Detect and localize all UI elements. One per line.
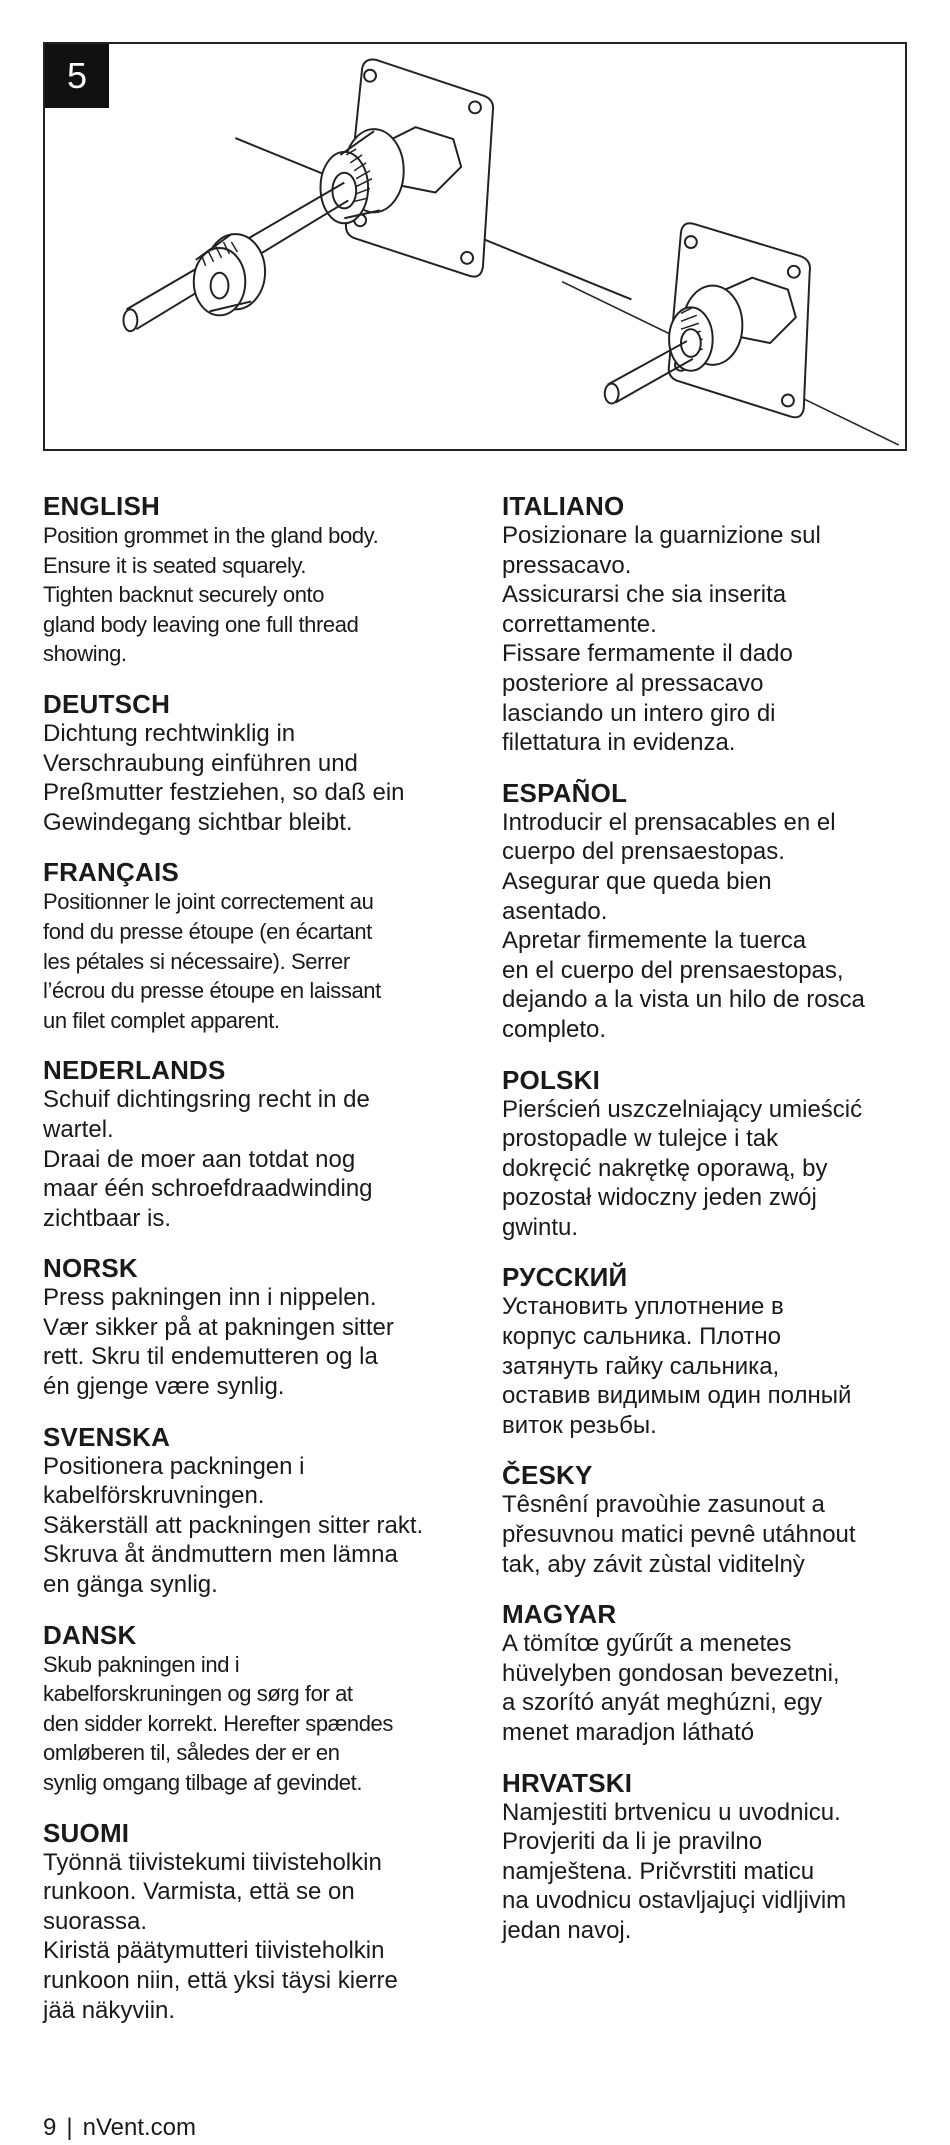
instruction-text: Установить уплотнение в корпус сальника. Плотно затянуть гайку сальника, оставив видимым один полный виток резьбы. [502, 1293, 852, 1439]
language-heading: POLSKI [502, 1064, 600, 1095]
instruction-section-cesky [502, 1460, 912, 1579]
instruction-text: A tömítœ gyűrűt a menetes hüvelyben gondosan bevezetni, a szorító anyát meghúzni, egy menet maradjon látható [502, 1630, 840, 1746]
page-number: 9 [43, 2114, 57, 2141]
instruction-section-svenska [43, 1422, 463, 1600]
language-heading: NORSK [43, 1253, 138, 1284]
instruction-section-russian [502, 1262, 912, 1440]
instruction-section-francais [43, 857, 463, 1035]
cable-gland-illustration [45, 44, 905, 449]
footer-separator: | [66, 2114, 73, 2141]
language-heading: MAGYAR [502, 1599, 617, 1630]
language-heading: DANSK [43, 1619, 137, 1650]
left-instructions-column [43, 491, 463, 2045]
language-heading: ITALIANO [502, 491, 625, 521]
instruction-text: Työnnä tiivistekumi tiivisteholkin runkoon. Varmista, että se on suorassa. Kiristä päätymutteri tiivisteholkin runkoon niin, että yksi täysi kierre jää näkyviin. [43, 1848, 398, 2024]
language-heading: SVENSKA [43, 1421, 171, 1452]
instruction-text: Skub pakningen ind i kabelforskruningen og sørg for at den sidder korrekt. Herefter spændes omløberen til, således der er en synlig omgang tilbage af gevindet. [43, 1651, 393, 1795]
language-heading: SUOMI [43, 1817, 130, 1848]
instruction-text: Introducir el prensacables en el cuerpo del prensaestopas. Asegurar que queda bien asentado. Apretar firmemente la tuerca en el cuerpo del prensaestopas, dejando a la vista un hilo de rosca completo. [502, 808, 865, 1043]
instruction-section-magyar [502, 1599, 912, 1747]
language-heading: FRANÇAIS [43, 857, 179, 888]
language-heading: HRVATSKI [502, 1767, 633, 1798]
instruction-text: Namjestiti brtvenicu u uvodnicu. Provjeriti da li je pravilno namještena. Pričvrstiti maticu na uvodnicu ostavljajuçi vidljivim jedan navoj. [502, 1798, 847, 1944]
instruction-section-nederlands [43, 1055, 463, 1233]
instruction-text: Posizionare la guarnizione sul pressacavo. Assicurarsi che sia inserita correttamente. Fissare fermamente il dado posteriore al pressacavo lasciando un intero giro di filettatura in evidenza. [502, 522, 821, 757]
instruction-text: Pierścień uszczelniający umieścić prostopadle w tulejce i tak dokręcić nakrętkę oporawą, by pozostał widoczny jeden zwój gwintu. [502, 1095, 863, 1241]
instruction-section-polski [502, 1065, 912, 1243]
instruction-section-english [43, 491, 463, 669]
instruction-text: Position grommet in the gland body. Ensure it is seated squarely. Tighten backnut securely onto gland body leaving one full thread showing. [43, 523, 379, 667]
instruction-section-hrvatski [502, 1768, 912, 1946]
instruction-text: Dichtung rechtwinklig in Verschraubung einführen und Preßmutter festziehen, so daß ein Gewindegang sichtbar bleibt. [43, 719, 405, 836]
instruction-text: Press pakningen inn i nippelen. Vær sikker på at pakningen sitter rett. Skru til endemutteren og la én gjenge være synlig. [43, 1284, 394, 1401]
language-heading: ESPAÑOL [502, 777, 628, 808]
step-number-badge: 5 [45, 44, 109, 108]
instruction-text: Positionner le joint correctement au fond du presse étoupe (en écartant les pétales si nécessaire). Serrer l’écrou du presse étoupe en laissant un filet complet apparent. [43, 889, 381, 1033]
instruction-text: Têsnêní pravoùhie zasunout a přesuvnou matici pevnê utáhnout tak, aby závit zùstal viditelnỳ [502, 1491, 856, 1578]
language-heading: ČESKY [502, 1460, 593, 1491]
instruction-section-norsk [43, 1253, 463, 1401]
instruction-section-espanol [502, 778, 912, 1045]
language-heading: DEUTSCH [43, 688, 171, 719]
instruction-section-suomi [43, 1818, 463, 2026]
instruction-section-italiano [502, 491, 912, 758]
language-heading: NEDERLANDS [43, 1055, 226, 1086]
language-heading: РУССКИЙ [502, 1262, 628, 1293]
installation-figure [43, 42, 907, 451]
instruction-section-dansk [43, 1620, 463, 1798]
language-heading: ENGLISH [43, 491, 160, 521]
instruction-text: Positionera packningen i kabelförskruvningen. Säkerställ att packningen sitter rakt. Skruva åt ändmuttern men lämna en gänga synlig. [43, 1452, 424, 1599]
right-instructions-column [502, 491, 912, 1966]
website-link[interactable]: nVent.com [82, 2114, 196, 2141]
instruction-section-deutsch [43, 689, 463, 837]
page-footer [43, 2114, 196, 2142]
instruction-text: Schuif dichtingsring recht in de wartel. Draai de moer aan totdat nog maar één schroefdraadwinding zichtbaar is. [43, 1086, 373, 1232]
